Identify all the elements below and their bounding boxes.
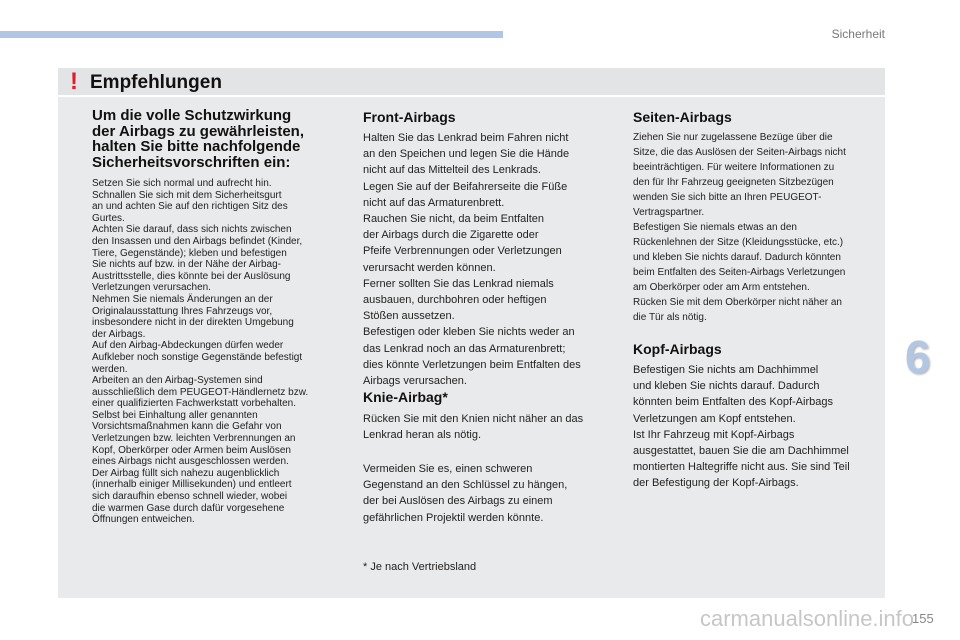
intro-heading: Um die volle Schutzwirkung der Airbags zu gewährleisten, halten Sie bitte nachfolgende Sicherheitsvorschriften ein: <box>92 107 304 171</box>
knee-airbag-body: Rücken Sie mit den Knien nicht näher an das Lenkrad heran als nötig. <box>363 413 584 442</box>
knee-airbag-body-2: Vermeiden Sie es, einen schweren Gegenstand an den Schlüssel zu hängen, der bei Auslösen des Airbags zu einem gefährlichen Projektil werden könnte. <box>363 463 568 524</box>
side-airbags-body: Ziehen Sie nur zugelassene Bezüge über die Sitze, die das Auslösen der Seiten-Airbags nicht beeinträchtigen. Für weitere Informationen zu den für Ihr Fahrzeug geeigneten Sitzbezügen wenden Sie sich bitte an Ihren PEUGEOT- Vertragspartner. Befestigen Sie niemals etwas an den Rückenlehnen der Sitze (Kleidungsstücke, etc.) und kleben Sie nichts darauf. Dadurch könnten beim Entfalten des Seiten-Airbags Verletzungen am Oberkörper oder am Arm entstehen. Rücken Sie mit dem Oberkörper nicht näher an die Tür als nötig. <box>633 132 846 323</box>
side-airbags-heading: Seiten-Airbags <box>633 109 732 125</box>
section-title: Sicherheit <box>831 27 885 41</box>
head-airbags-heading: Kopf-Airbags <box>633 341 722 357</box>
header-bar <box>0 31 503 38</box>
head-airbags-body: Befestigen Sie nichts am Dachhimmel und kleben Sie nichts darauf. Dadurch könnten beim Entfalten des Kopf-Airbags Verletzungen am Kopf entstehen. Ist Ihr Fahrzeug mit Kopf-Airbags ausgestattet, bauen Sie die am Dachhimmel montierten Haltegriffe nicht aus. Sie sind Teil der Befestigung der Kopf-Airbags. <box>633 364 850 490</box>
page-number: 155 <box>912 611 934 626</box>
watermark: carmanualsonline.info <box>700 606 915 631</box>
front-airbags-heading: Front-Airbags <box>363 109 456 125</box>
chapter-number: 6 <box>905 331 931 383</box>
exclamation-icon: ! <box>70 68 78 95</box>
page-title: Empfehlungen <box>90 72 222 93</box>
knee-airbag-heading: Knie-Airbag* <box>363 389 448 405</box>
front-airbags-body: Halten Sie das Lenkrad beim Fahren nicht an den Speichen und legen Sie die Hände nicht auf das Mittelteil des Lenkrads. Legen Sie auf der Beifahrerseite die Füße nicht auf das Armaturenbrett. Rauchen Sie nicht, da beim Entfalten der Airbags durch die Zigarette oder Pfeife Verbrennungen oder Verletzungen verursacht werden können. Ferner sollten Sie das Lenkrad niemals ausbauen, durchbohren oder heftigen Stößen aussetzen. Befestigen oder kleben Sie nichts weder an das Lenkrad noch an das Armaturenbrett; dies könnte Verletzungen beim Entfalten des Airbags verursachen. <box>363 132 581 388</box>
footnote: * Je nach Vertriebsland <box>363 561 477 573</box>
intro-body: Setzen Sie sich normal und aufrecht hin. Schnallen Sie sich mit dem Sicherheitsgurt an und achten Sie auf den richtigen Sitz des Gurtes. Achten Sie darauf, dass sich nichts zwischen den Insassen und den Airbags befindet (Kinder, Tiere, Gegenstände); kleben und befestigen Sie nichts auf bzw. in der Nähe der Airbag- Austrittsstelle, dies könnte bei der Auslösung Verletzungen verursachen. Nehmen Sie niemals Änderungen an der Originalausstattung Ihres Fahrzeugs vor, insbesondere nicht in der direkten Umgebung der Airbags. Auf den Airbag-Abdeckungen dürfen weder Aufkleber noch sonstige Gegenstände befestigt werden. Arbeiten an den Airbag-Systemen sind ausschließlich dem PEUGEOT-Händlernetz bzw. einer qualifizierten Fachwerkstatt vorbehalten. Selbst bei Einhaltung aller genannten Vorsichtsmaßnahmen kann die Gefahr von Verletzungen bzw. leichten Verbrennungen an Kopf, Oberkörper oder Armen beim Auslösen eines Airbags nicht ausgeschlossen werden. Der Airbag füllt sich nahezu augenblicklich (innerhalb einiger Millisekunden) und entleert sich daraufhin ebenso schnell wieder, wobei die warmen Gase durch dafür vorgesehene Öffnungen entweichen. <box>92 178 309 526</box>
